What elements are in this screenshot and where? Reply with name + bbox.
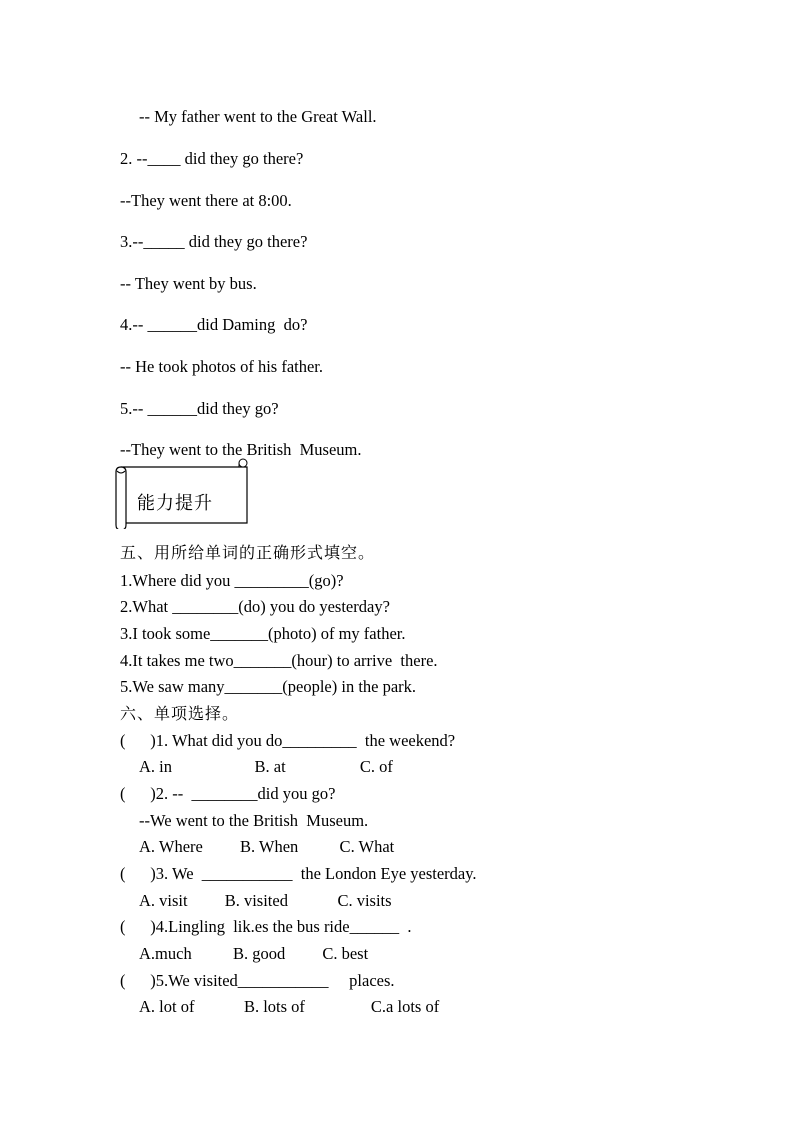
question-4: 4.-- ______did Daming do? bbox=[120, 315, 308, 334]
s6-question-2-reply: --We went to the British Museum. bbox=[139, 811, 369, 830]
s6-question-5: ( )5.We visited___________ places. bbox=[120, 971, 395, 990]
answer-line-3: -- They went by bus. bbox=[120, 274, 257, 293]
answer-line-2: --They went there at 8:00. bbox=[120, 191, 292, 210]
question-3: 3.--_____ did they go there? bbox=[120, 232, 308, 251]
s6-question-4: ( )4.Lingling lik.es the bus ride______ . bbox=[120, 917, 412, 936]
banner-label: 能力提升 bbox=[137, 493, 213, 514]
s6-question-1: ( )1. What did you do_________ the weekend? bbox=[120, 731, 456, 750]
section-6-heading: 六、单项选择。 bbox=[120, 704, 240, 723]
s5-item-4: 4.It takes me two_______(hour) to arrive there. bbox=[120, 651, 438, 670]
answer-line-4: -- He took photos of his father. bbox=[120, 357, 324, 376]
s6-question-3: ( )3. We ___________ the London Eye yesterday. bbox=[120, 864, 477, 883]
question-2: 2. --____ did they go there? bbox=[120, 149, 304, 168]
question-5: 5.-- ______did they go? bbox=[120, 399, 279, 418]
s6-options-3: A. visit B. visited C. visits bbox=[139, 891, 392, 910]
s6-options-5: A. lot of B. lots of C.a lots of bbox=[139, 997, 440, 1016]
s5-item-3: 3.I took some_______(photo) of my father. bbox=[120, 624, 406, 643]
s6-options-4: A.much B. good C. best bbox=[139, 944, 369, 963]
section-5-heading: 五、用所给单词的正确形式填空。 bbox=[120, 543, 376, 562]
s6-options-2: A. Where B. When C. What bbox=[139, 837, 395, 856]
s6-options-1: A. in B. at C. of bbox=[139, 757, 393, 776]
answer-line-1: -- My father went to the Great Wall. bbox=[139, 107, 377, 126]
s5-item-2: 2.What ________(do) you do yesterday? bbox=[120, 597, 390, 616]
s6-question-2: ( )2. -- ________did you go? bbox=[120, 784, 336, 803]
s5-item-1: 1.Where did you _________(go)? bbox=[120, 571, 344, 590]
answer-line-5: --They went to the British Museum. bbox=[120, 440, 362, 459]
s5-item-5: 5.We saw many_______(people) in the park. bbox=[120, 677, 417, 696]
